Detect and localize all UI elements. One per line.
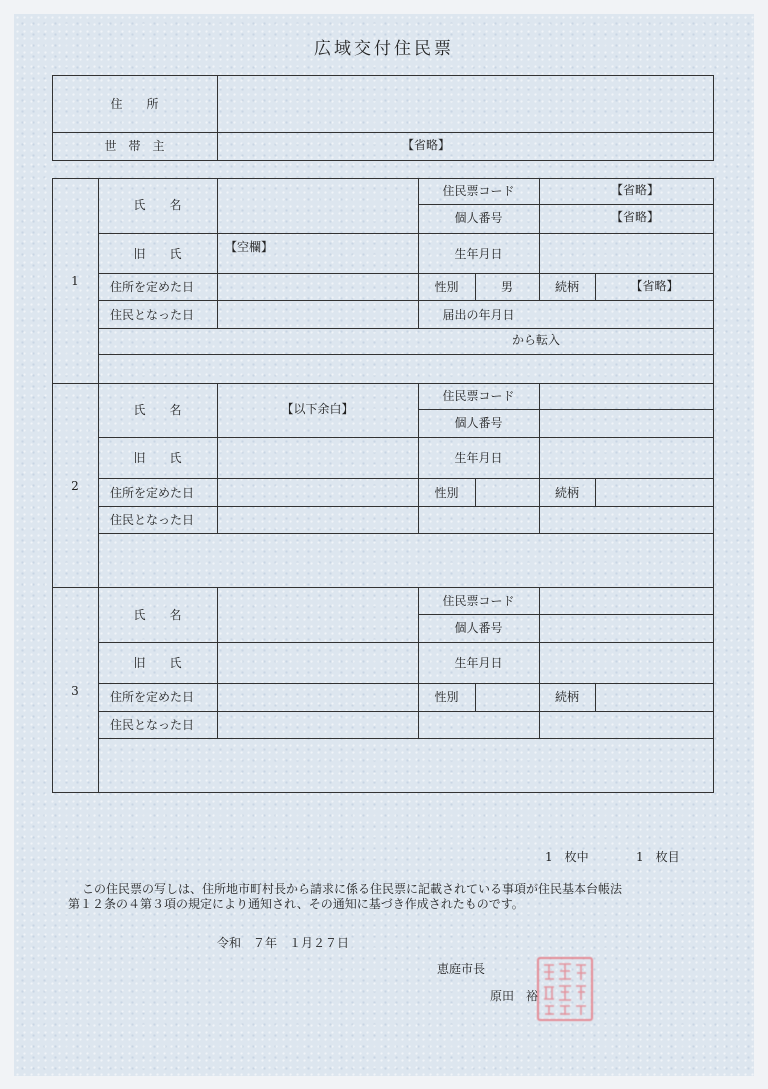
person-3-individual-number-label: 個人番号 [454, 621, 503, 635]
person-1-resident-code-value: 【省略】 [610, 183, 659, 197]
person-2-resident-code-label: 住民票コード [442, 389, 515, 403]
person-1-relation-label: 続柄 [554, 280, 579, 294]
person-2-birth-date-label: 生年月日 [454, 451, 503, 465]
person-1-resident-code-label: 住民票コード [442, 184, 515, 198]
official-seal-stamp [537, 957, 593, 1021]
person-2-individual-number-label: 個人番号 [454, 416, 503, 430]
person-1-individual-number-value: 【省略】 [610, 210, 659, 224]
person-2-resident-date-label: 住民となった日 [110, 513, 195, 527]
mayor-name: 原田 裕 [490, 989, 539, 1003]
person-2-index: 2 [71, 479, 79, 493]
issue-date: 令和 ７年 １月２７日 [217, 936, 350, 950]
certification-line-2: 第１２条の４第３項の規定により通知され、その通知に基づき作成されたものです。 [68, 897, 524, 911]
person-2-sex-label: 性別 [434, 486, 459, 500]
mayor-title: 恵庭市長 [437, 962, 486, 976]
address-label: 住 所 [110, 97, 159, 111]
person-3-resident-date-label: 住民となった日 [110, 718, 195, 732]
person-1-remarks: から転入 [512, 333, 561, 347]
person-3-sex-label: 性別 [434, 690, 459, 704]
person-1-former-name-value: 【空欄】 [225, 240, 274, 254]
person-1-name-label: 氏 名 [133, 198, 182, 212]
person-1-index: 1 [71, 274, 79, 288]
person-1-former-name-label: 旧 氏 [133, 247, 182, 261]
person-2-name-label: 氏 名 [133, 403, 182, 417]
person-3-birth-date-label: 生年月日 [454, 656, 503, 670]
person-1-resident-date-label: 住民となった日 [110, 308, 195, 322]
person-2-address-date-label: 住所を定めた日 [110, 486, 195, 500]
person-1-sex-label: 性別 [434, 280, 459, 294]
person-3-relation-label: 続柄 [554, 690, 579, 704]
person-2-former-name-label: 旧 氏 [133, 451, 182, 465]
person-1-birth-date-label: 生年月日 [454, 247, 503, 261]
household-head-value: 【省略】 [401, 138, 450, 152]
person-3-name-label: 氏 名 [133, 608, 182, 622]
person-3-index: 3 [71, 684, 79, 698]
person-2-relation-label: 続柄 [554, 486, 579, 500]
certification-line-1: この住民票の写しは、住所地市町村長から請求に係る住民票に記載されている事項が住民基本台帳法 [82, 882, 623, 896]
person-1-address-date-label: 住所を定めた日 [110, 280, 195, 294]
person-1-individual-number-label: 個人番号 [454, 211, 503, 225]
person-3-former-name-label: 旧 氏 [133, 656, 182, 670]
person-3-resident-code-label: 住民票コード [442, 594, 515, 608]
person-1-notice-date-label: 届出の年月日 [442, 308, 515, 322]
person-1-relation-value: 【省略】 [630, 279, 679, 293]
household-head-label: 世 帯 主 [104, 139, 165, 153]
document-title: 広域交付住民票 [314, 39, 454, 59]
sheet-index: 1 枚目 [636, 850, 680, 864]
person-2-name-value: 【以下余白】 [281, 402, 354, 416]
person-3-address-date-label: 住所を定めた日 [110, 690, 195, 704]
person-1-sex-value: 男 [500, 280, 513, 294]
sheet-total: 1 枚中 [545, 850, 589, 864]
